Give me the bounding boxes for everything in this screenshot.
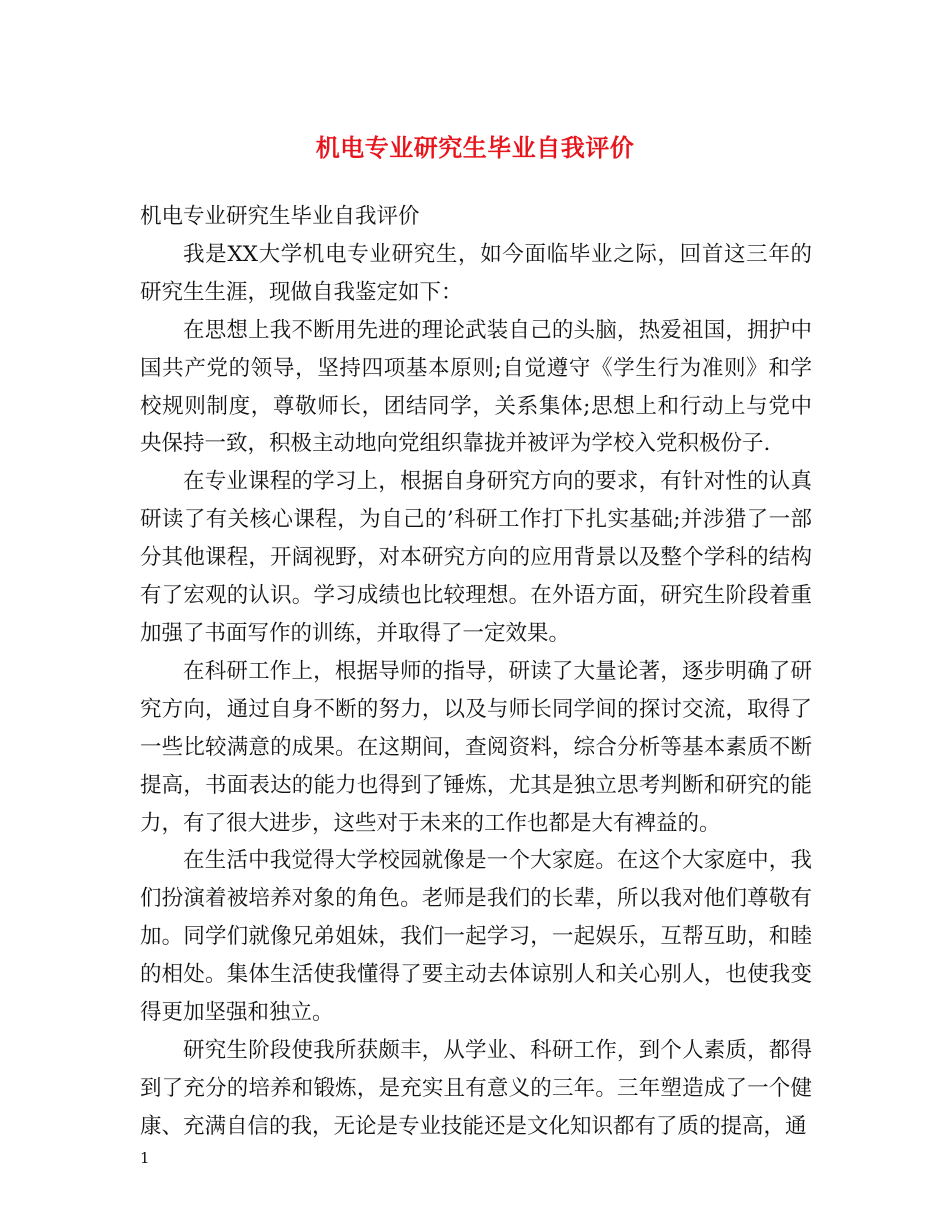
paragraph-campus-life: 在生活中我觉得大学校园就像是一个大家庭。在这个大家庭中，我们扮演着被培养对象的角色。老师是我们的长辈，所以我对他们尊敬有加。同学们就像兄弟姐妹，我们一起学习，一起娱乐，互帮互助，和睦的相处。集体生活使我懂得了要主动去体谅别人和关心别人，也使我变得更加坚强和独立。: [140, 848, 812, 1026]
paragraph-summary: 研究生阶段使我所获颇丰，从学业、科研工作，到个人素质，都得到了充分的培养和锻炼，是充实且有意义的三年。三年塑造成了一个健康、充满自信的我，无论是专业技能还是文化知识都有了质的提高，通: [140, 1037, 812, 1139]
paragraph-research: 在科研工作上，根据导师的指导，研读了大量论著，逐步明确了研究方向，通过自身不断的努力，以及与师长同学间的探讨交流，取得了一些比较满意的成果。在这期间，查阅资料，综合分析等基本素质不断提高，书面表达的能力也得到了锤炼，尤其是独立思考判断和研究的能力，有了很大进步，这些对于未来的工作也都是大有裨益的。: [140, 658, 812, 836]
page-number: 1: [140, 1149, 150, 1167]
paragraph-intro: 我是XX大学机电专业研究生，如今面临毕业之际，回首这三年的研究生生涯，现做自我鉴定如下：: [140, 241, 812, 305]
document-body: [140, 198, 812, 1146]
paragraph-coursework: 在专业课程的学习上，根据自身研究方向的要求，有针对性的认真研读了有关核心课程，为自己的’科研工作打下扎实基础;并涉猎了一部分其他课程，开阔视野，对本研究方向的应用背景以及整个学科的结构有了宏观的认识。学习成绩也比较理想。在外语方面，研究生阶段着重加强了书面写作的训练，并取得了一定效果。: [140, 469, 812, 646]
document-title: 机电专业研究生毕业自我评价: [315, 133, 635, 162]
paragraph-ideology: 在思想上我不断用先进的理论武装自己的头脑，热爱祖国，拥护中国共产党的领导，坚持四项基本原则;自觉遵守《学生行为准则》和学校规则制度，尊敬师长，团结同学，关系集体;思想上和行动上与党中央保持一致，积极主动地向党组织靠拢并被评为学校入党积极份子.: [140, 317, 812, 457]
document-subtitle: 机电专业研究生毕业自我评价: [140, 204, 420, 229]
